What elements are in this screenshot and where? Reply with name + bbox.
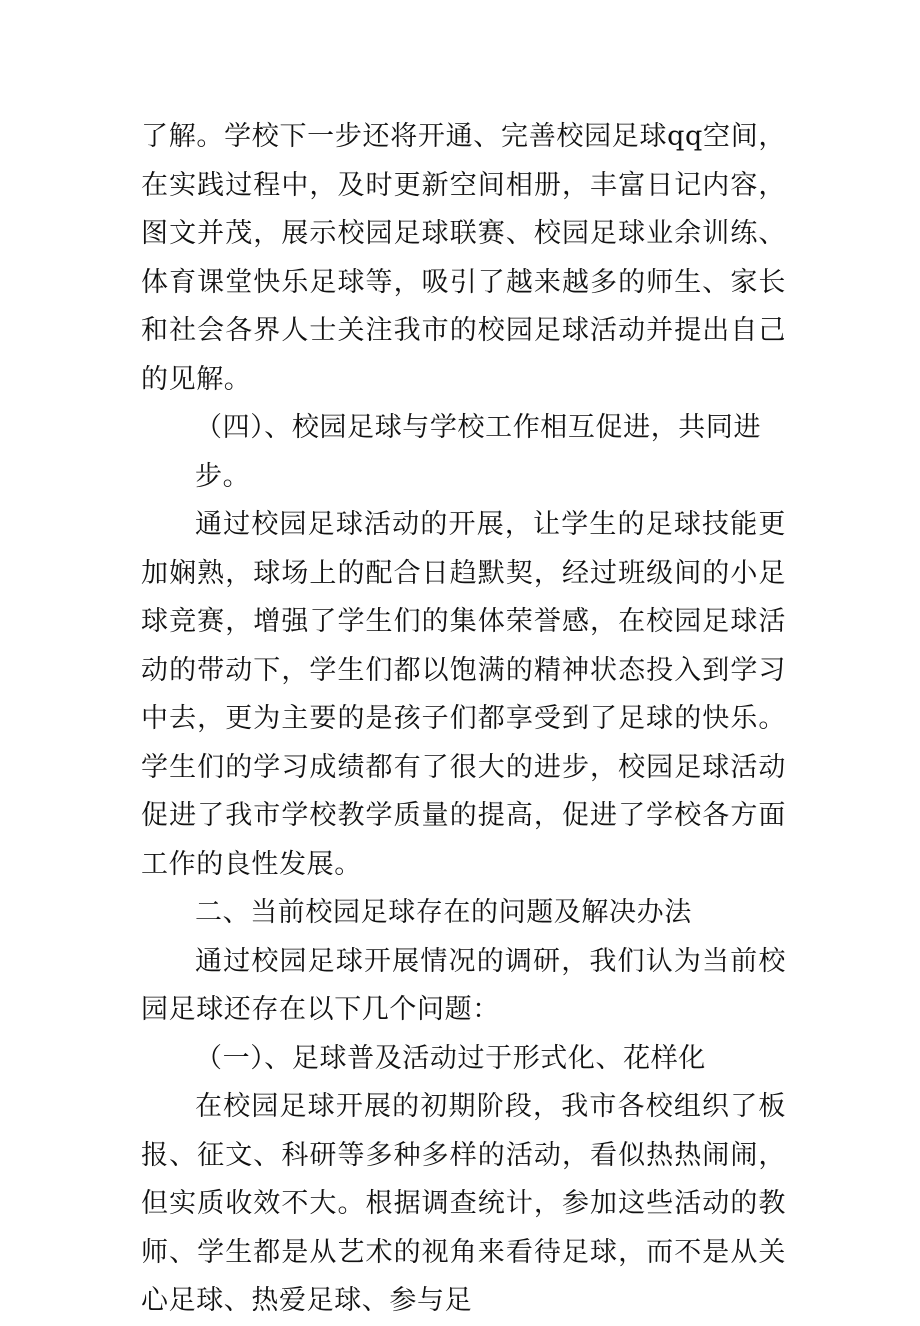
paragraph-continued: 了解。学校下一步还将开通、完善校园足球qq空间，在实践过程中，及时更新空间相册，丰富日记内容，图文并茂，展示校园足球联赛、校园足球业余训练、体育课堂快乐足球等，吸引了越来越多的师生、家长和社会各界人士关注我市的校园足球活动并提出自己的见解。 <box>141 121 786 395</box>
document-body <box>141 113 786 1326</box>
paragraph-survey-intro: 通过校园足球开展情况的调研，我们认为当前校园足球还存在以下几个问题： <box>141 945 786 1025</box>
paragraph-benefits: 通过校园足球活动的开展，让学生的足球技能更加娴熟，球场上的配合日趋默契，经过班级间的小足球竞赛，增强了学生们的集体荣誉感，在校园足球活动的带动下，学生们都以饱满的精神状态投入到学习中去，更为主要的是孩子们都享受到了足球的快乐。学生们的学习成绩都有了很大的进步，校园足球活动促进了我市学校教学质量的提高，促进了学校各方面工作的良性发展。 <box>141 509 786 880</box>
subheading-section-four: （四）、校园足球与学校工作相互促进，共同进步。 <box>195 412 762 492</box>
paragraph-problem-one: 在校园足球开展的初期阶段，我市各校组织了板报、征文、科研等多种多样的活动，看似热热闹闹，但实质收效不大。根据调查统计，参加这些活动的教师、学生都是从艺术的视角来看待足球，而不是从关心足球、热爱足球、参与足 <box>141 1091 786 1316</box>
section-heading-problems: 二、当前校园足球存在的问题及解决办法 <box>195 897 692 928</box>
subheading-problem-one: （一）、足球普及活动过于形式化、花样化 <box>195 1042 706 1074</box>
